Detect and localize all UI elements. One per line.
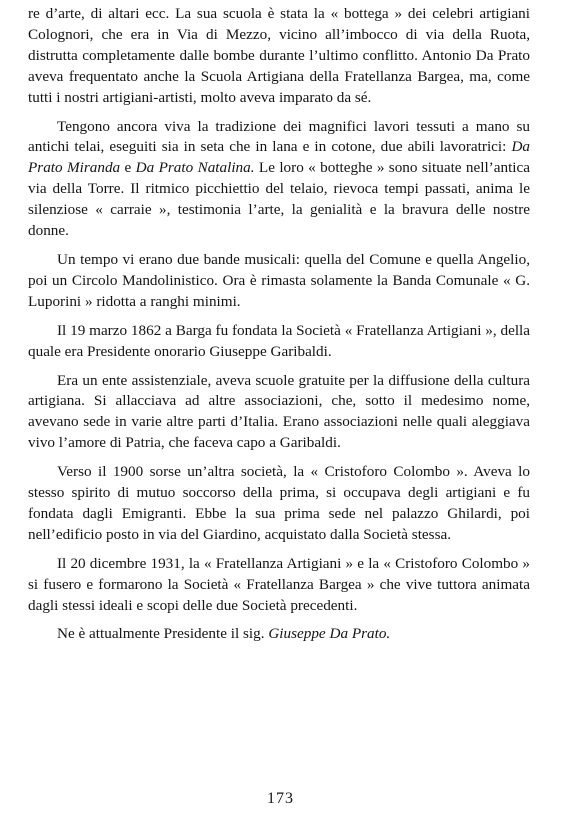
paragraph-8: [28, 624, 530, 645]
paragraph-5: [28, 371, 530, 455]
paragraph-2: [28, 117, 530, 242]
paragraph-2-name-natalina: Da Prato Natalina.: [135, 159, 255, 177]
page-number: 173: [267, 790, 294, 807]
paragraph-2-name-miranda: Da Prato Miranda: [28, 138, 530, 177]
paragraph-1-text: re d’arte, di altari ecc. La sua scuola è stata la « bottega » dei celebri artigiani Colognori, che era in Via di Mezzo, vicino all’imbocco di via della Ruota, distrutta completamente dalle bombe durante l’ultimo conflitto. Antonio Da Prato aveva frequentato anche la Scuola Artigiana della Fratellanza Bargea, ma, come tutti i nostri artigiani-artisti, molto aveva imparato da sé.: [28, 5, 530, 106]
paragraph-8-text-a: Ne è attualmente Presidente il sig.: [57, 625, 269, 643]
paragraph-3-text: Un tempo vi erano due bande musicali: quella del Comune e quella Angelio, poi un Circolo Mandolinistico. Ora è rimasta solamente la Banda Comunale « G. Luporini » ridotta a ranghi minimi.: [28, 250, 530, 310]
paragraph-4: [28, 321, 530, 363]
paragraph-2-text-c: Le loro « botteghe » sono situate nell’antica via della Torre. Il ritmico picchiettio del telaio, rievoca tempi passati, anima le silenziose « carraie », testimonia l’arte, la genialità e la bravura delle nostre donne.: [28, 159, 530, 240]
paragraph-6: [28, 462, 530, 546]
paragraph-5-text: Era un ente assistenziale, aveva scuole gratuite per la diffusione della cultura artigiana. Si allacciava ad altre associazioni, che, sotto il medesimo nome, avevano sede in varie altre parti d’Italia. Erano associazioni nelle quali aleggiava vivo l’amore di Patria, che faceva capo a Garibaldi.: [28, 371, 530, 452]
paragraph-4-text: Il 19 marzo 1862 a Barga fu fondata la Società « Fratellanza Artigiani », della quale era Presidente onorario Giuseppe Garibaldi.: [28, 321, 530, 360]
body-text: [28, 4, 530, 653]
paragraph-7: [28, 554, 530, 617]
paragraph-8-name-president: Giuseppe Da Prato.: [268, 625, 391, 643]
paragraph-1: [28, 4, 530, 109]
paragraph-3: [28, 250, 530, 313]
paragraph-2-text-b: e: [120, 159, 136, 177]
paragraph-6-text: Verso il 1900 sorse un’altra società, la « Cristoforo Colombo ». Aveva lo stesso spirito di mutuo soccorso della prima, si occupava degli artigiani e fu fondata dagli Emigranti. Ebbe la sua prima sede nel palazzo Ghilardi, poi nell’edificio posto in via del Giardino, acquistato dalla Società stessa.: [28, 463, 530, 543]
paragraph-2-text-a: Tengono ancora viva la tradizione dei magnifici lavori tessuti a mano su antichi telai, eseguiti sia in seta che in lana e in cotone, due abili lavoratrici:: [28, 117, 530, 156]
paragraph-7-text: Il 20 dicembre 1931, la « Fratellanza Artigiani » e la « Cristoforo Colombo » si fusero e formarono la Società « Fratellanza Bargea » che vive tuttora animata dagli stessi ideali e scopi delle due Società precedenti.: [28, 554, 530, 614]
